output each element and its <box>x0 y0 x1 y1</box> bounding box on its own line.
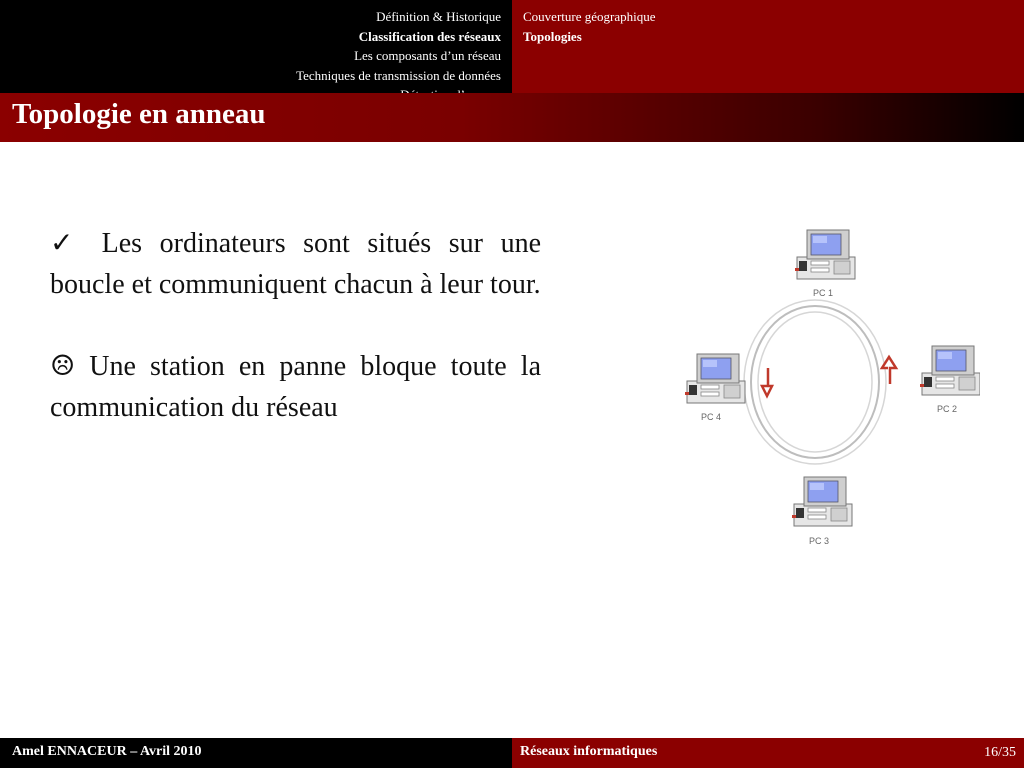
subsection-navigation <box>523 7 655 46</box>
nav-subsection-couverture[interactable]: Couverture géographique <box>523 9 656 24</box>
sad-face-icon: ☹ <box>50 351 76 382</box>
bullet-text: Une station en panne bloque toute la communication du réseau <box>50 351 542 423</box>
pc1-node <box>795 230 855 298</box>
bullet-item <box>50 346 541 428</box>
slide-title-bar <box>0 93 1024 142</box>
footer-course: Réseaux informatiques <box>520 744 658 759</box>
nav-subsection-topologies[interactable]: Topologies <box>523 28 582 44</box>
left-arrow-icon <box>762 368 772 396</box>
pc1-label: PC 1 <box>812 288 834 298</box>
nav-section-definition[interactable]: Définition & Historique <box>376 9 501 24</box>
checkmark-icon: ✓ <box>50 228 85 259</box>
pc3-label: PC 3 <box>808 536 830 546</box>
slide-title: Topologie en anneau <box>12 98 266 130</box>
pc2-node <box>920 346 980 414</box>
nav-section-transmission[interactable]: Techniques de transmission de données <box>296 67 501 83</box>
footer-right <box>512 738 1024 768</box>
slide-content <box>50 223 541 428</box>
pc2-label: PC 2 <box>936 404 958 414</box>
footer-left <box>0 738 512 768</box>
pc4-label: PC 4 <box>700 412 722 422</box>
bullet-text: Les ordinateurs sont situés sur une boucle et communiquent chacun à leur tour. <box>50 228 541 300</box>
page-number: 16/35 <box>984 745 1016 760</box>
pc4-node <box>685 354 745 422</box>
header-left-panel <box>0 0 512 93</box>
section-navigation <box>296 7 501 105</box>
ring-topology-diagram <box>680 222 980 552</box>
bullet-item <box>50 223 541 305</box>
pc3-node <box>792 477 852 546</box>
header-right-panel <box>512 0 1024 93</box>
nav-section-composants[interactable]: Les composants d’un réseau <box>354 48 501 63</box>
footer-author: Amel ENNACEUR – Avril 2010 <box>12 744 202 759</box>
nav-section-classification[interactable]: Classification des réseaux <box>358 28 501 44</box>
